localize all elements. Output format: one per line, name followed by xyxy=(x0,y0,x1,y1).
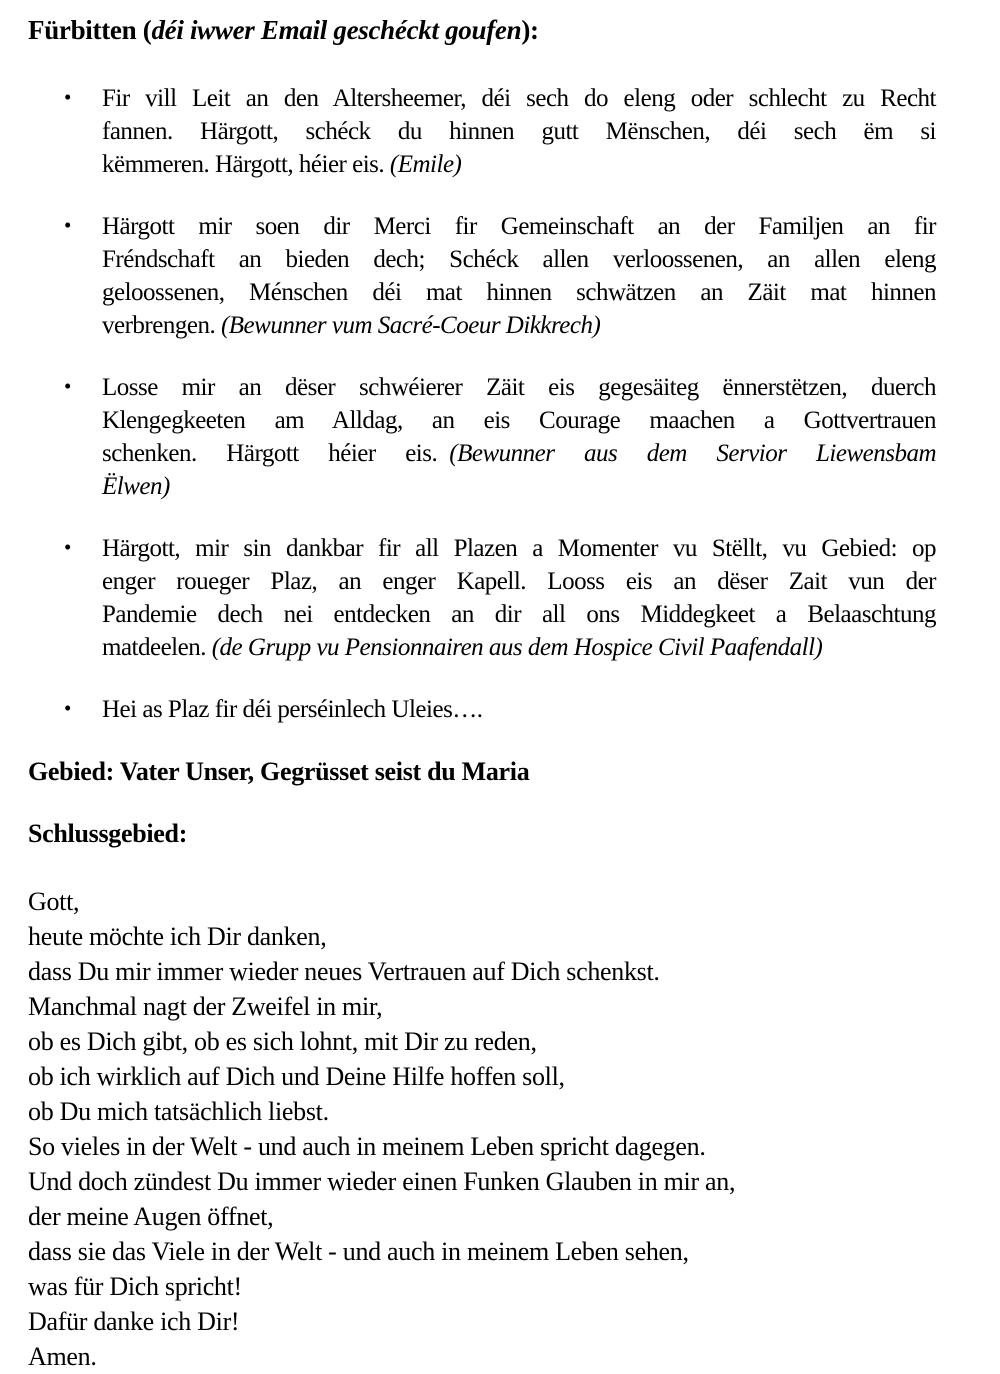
gebied-heading: Gebied: Vater Unser, Gegrüsset seist du Maria xyxy=(28,757,530,786)
body-text: enger roueger Plaz, an enger Kapell. Looss eis an dëser Zait vun der xyxy=(102,568,936,595)
intercessions-list xyxy=(28,82,936,726)
list-item xyxy=(28,532,936,664)
text-line xyxy=(102,470,936,503)
prayer-line: Dafür danke ich Dir! xyxy=(28,1307,240,1336)
body-text: Härgott, mir sin dankbar fir all Plazen a Momenter vu Stëllt, vu Gebied: op xyxy=(102,535,936,562)
attribution-text: (Bewunner aus dem Servior Liewensbam xyxy=(449,440,937,467)
body-text: fannen. Härgott, schéck du hinnen gutt Mënschen, déi sech ëm si xyxy=(102,118,936,145)
prayer-line: Gott, xyxy=(28,887,80,916)
prayer-line: Manchmal nagt der Zweifel in mir, xyxy=(28,992,383,1021)
bullet-icon: • xyxy=(64,213,72,237)
prayer-line: Amen. xyxy=(28,1342,97,1371)
prayer-line: Und doch zündest Du immer wieder einen Funken Glauben in mir an, xyxy=(28,1167,736,1196)
bullet-icon: • xyxy=(64,696,72,720)
attribution-text: (de Grupp vu Pensionnairen aus dem Hospice Civil Paafendall) xyxy=(211,634,823,661)
attribution-text: Ëlwen) xyxy=(102,473,170,500)
text-line xyxy=(102,404,936,437)
body-text: Härgott mir soen dir Merci fir Gemeinschaft an der Familjen an fir xyxy=(102,213,936,240)
text-line xyxy=(102,565,936,598)
list-item xyxy=(28,371,936,503)
body-text: geloossenen, Ménschen déi mat hinnen schwätzen an Zäit mat hinnen xyxy=(102,279,936,306)
body-text: Klengegkeeten am Alldag, an eis Courage maachen a Gottvertrauen xyxy=(102,407,936,434)
bullet-icon: • xyxy=(64,374,72,398)
body-text: këmmeren. Härgott, héier eis. xyxy=(102,151,390,178)
list-item xyxy=(28,210,936,342)
text-line xyxy=(102,148,936,181)
text-line xyxy=(102,82,936,115)
prayer-line: dass sie das Viele in der Welt - und auch in meinem Leben sehen, xyxy=(28,1237,689,1266)
body-text: matdeelen. xyxy=(102,634,212,661)
prayer-line: der meine Augen öffnet, xyxy=(28,1202,274,1231)
body-text: Fir vill Leit an den Altersheemer, déi sech do eleng oder schlecht zu Recht xyxy=(102,85,936,112)
text-line xyxy=(102,115,936,148)
schlussgebied-heading: Schlussgebied: xyxy=(28,819,188,848)
bullet-icon: • xyxy=(64,535,72,559)
body-text: verbrengen. xyxy=(102,312,221,339)
text-line xyxy=(102,631,936,664)
prayer-line: So vieles in der Welt - und auch in meinem Leben spricht dagegen. xyxy=(28,1132,706,1161)
body-text: Losse mir an dëser schwéierer Zäit eis gegesäiteg ënnerstëtzen, duerch xyxy=(102,374,936,401)
text-line xyxy=(102,532,936,565)
list-item xyxy=(28,82,936,181)
prayer-line: ob Du mich tatsächlich liebst. xyxy=(28,1097,329,1126)
closing-prayer xyxy=(28,884,936,1374)
attribution-text: (Emile) xyxy=(389,151,462,178)
prayer-line: dass Du mir immer wieder neues Vertrauen auf Dich schenkst. xyxy=(28,957,660,986)
text-line xyxy=(102,437,936,470)
text-line xyxy=(102,598,936,631)
text-line xyxy=(102,210,936,243)
body-text: Hei as Plaz fir déi perséinlech Uleies…. xyxy=(102,696,483,723)
body-text: Fréndschaft an bieden dech; Schéck allen verloossenen, an allen eleng xyxy=(102,246,936,273)
text-line xyxy=(102,371,936,404)
bullet-icon: • xyxy=(64,85,72,109)
prayer-line: heute möchte ich Dir danken, xyxy=(28,922,327,951)
body-text: schenken. Härgott héier eis. xyxy=(102,440,450,467)
text-line xyxy=(102,693,936,726)
prayer-line: ob es Dich gibt, ob es sich lohnt, mit Dir zu reden, xyxy=(28,1027,537,1056)
text-line xyxy=(102,276,936,309)
page-title xyxy=(28,12,936,48)
text-line xyxy=(102,243,936,276)
page-title-suffix: ): xyxy=(521,15,539,45)
list-item xyxy=(28,693,936,726)
text-line xyxy=(102,309,936,342)
page-title-prefix: Fürbitten ( xyxy=(28,15,152,45)
page-title-italic: déi iwwer Email geschéckt goufen xyxy=(151,15,522,45)
prayer-line: was für Dich spricht! xyxy=(28,1272,242,1301)
prayer-line: ob ich wirklich auf Dich und Deine Hilfe hoffen soll, xyxy=(28,1062,565,1091)
body-text: Pandemie dech nei entdecken an dir all ons Middegkeet a Belaaschtung xyxy=(102,601,936,628)
attribution-text: (Bewunner vum Sacré-Coeur Dikkrech) xyxy=(220,312,601,339)
